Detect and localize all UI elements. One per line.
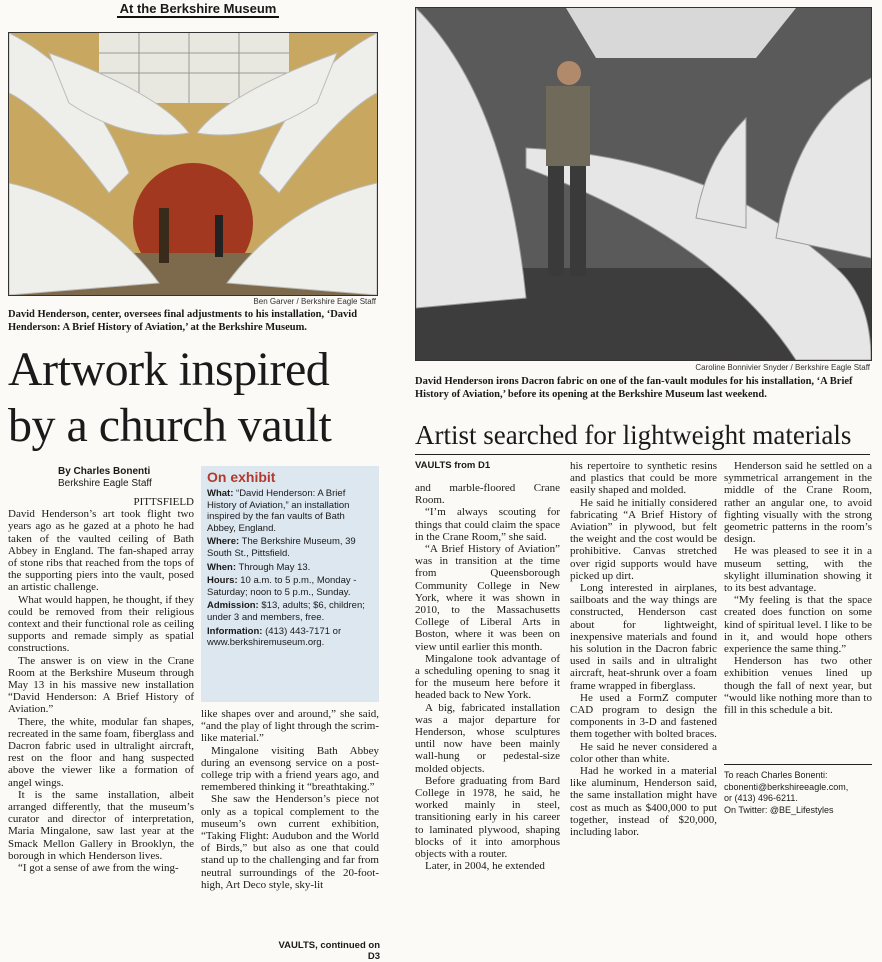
contact-phone: or (413) 496-6211.	[724, 793, 798, 803]
col3-paragraph: “I’m always scouting for things that could claim the space in the Crane Room,” she said.	[415, 506, 560, 543]
col4-paragraph: Had he worked in a material like aluminum, Henderson said, the same installation might have cost as much as $400,000 to put together, instead of $20,000, including labor.	[570, 765, 717, 839]
subhead: Artist searched for lightweight materials	[415, 420, 852, 450]
col5-paragraph: He was pleased to see it in a museum setting, with the skylight illumination showing it to its best advantage.	[724, 545, 872, 595]
col3-paragraph: A big, fabricated installation was a major departure for Henderson, whose sculptures until now have been mainly wall-hung or pedestal-size molded objects.	[415, 701, 560, 775]
exhibit-hours: Hours: 10 a.m. to 5 p.m., Monday - Saturday; noon to 5 p.m., Sunday.	[207, 575, 357, 598]
headline-line2: by a church vault	[8, 399, 332, 452]
col3-paragraph: Later, in 2004, he extended	[425, 860, 545, 873]
col5-paragraph: Henderson said he settled on a symmetrical arrangement in the middle of the Crane Room, rather an angular one, to avoid fighting visually with the strong geometric patterns in the room’s design.	[724, 460, 872, 546]
col2-paragraph: Mingalone visiting Bath Abbey during an evensong service on a post-college trip with a friend years ago, and remembered thinking it “breathtaking.”	[201, 744, 379, 794]
col4-paragraph: He said he never considered a color other than white.	[570, 740, 717, 765]
col4-paragraph: Long interested in airplanes, sailboats and the way things are constructed, Henderson cast about for lightweight, inexpensive materials and found his solution in the Dacron fabric used in sails and in ultralight aircraft, heat-shrunk over a foam frame wrapped in fiberglass.	[570, 582, 717, 692]
exhibit-admission: Admission: $13, adults; $6, children; under 3 and members, free.	[207, 600, 365, 623]
col1-paragraph: It is the same installation, albeit arranged differently, that the museum’s curator and director of interpretation, Maria Mingalone, saw last year at the Smack Mellon Gallery in Brooklyn, the borough in which Henderson lives.	[8, 788, 194, 862]
col3-paragraph: Mingalone took advantage of a scheduling opening to snag it for the museum here before it headed back to New York.	[415, 652, 560, 702]
col3-paragraph: Before graduating from Bard College in 1978, he said, he worked mainly in steel, transitioning early in his career to laminated plywood, shaping blocks of it into amorphous objects with a router.	[415, 774, 560, 861]
contact-twitter: On Twitter: @BE_Lifestyles	[724, 804, 834, 815]
section-kicker: At the Berkshire Museum	[12, 0, 384, 18]
exhibit-where: Where: The Berkshire Museum, 39 South St., Pittsfield.	[207, 536, 356, 559]
on-exhibit-box	[201, 466, 379, 702]
col1-paragraph: What would happen, he thought, if they could be removed from their religious context and their functional role as ceiling supports and remade simply as spatial constructions.	[8, 593, 194, 655]
contact-rule	[724, 764, 872, 765]
photo2-caption: David Henderson irons Dacron fabric on one of the fan-vault modules for his installation, ‘A Brief History of Aviation,’ before its opening at the Berkshire Museum last weekend.	[415, 376, 853, 400]
contact-email: cbonenti@berkshireeagle.com,	[724, 781, 849, 792]
byline-title: Berkshire Eagle Staff	[58, 478, 152, 489]
col1-paragraph: There, the white, modular fan shapes, recreated in the same foam, fiberglass and Dacron fabric used in ultralight aircraft, rest on the floor and hang suspected above the viewer like a formation of angel wings.	[8, 715, 194, 789]
column-5	[724, 460, 872, 716]
headline	[8, 342, 388, 454]
photo1-caption: David Henderson, center, oversees final adjustments to his installation, ‘David Henderson: A Brief History of Aviation,’ at the Berkshire Museum.	[8, 309, 358, 333]
contact-line: To reach Charles Bonenti:	[724, 770, 828, 780]
col4-paragraph: He used a FormZ computer CAD program to design the components in 3-D and fastened them together with bolted braces.	[570, 691, 717, 741]
col5-paragraph: “My feeling is that the space created does function on some kind of spiritual level. I like to be in it, and would hope others experience the same thing.”	[724, 594, 872, 656]
col1-paragraph: The answer is on view in the Crane Room at the Berkshire Museum through May 13 in his massive new installation “David Henderson: A Brief History of Aviation.”	[8, 654, 194, 716]
col1-paragraph: “I got a sense of awe from the wing-	[18, 862, 179, 875]
exhibit-information: Information: (413) 443-7171 or www.berkshiremuseum.org.	[207, 625, 342, 649]
col3-paragraph: “A Brief History of Aviation” was in transition at the time from Queensborough Community College in New York, where it was shown in 2010, to the Massachusetts College of Liberal Arts in Boston, where it was been on view until earlier this month.	[415, 543, 560, 653]
photo2-credit: Caroline Bonnivier Snyder / Berkshire Eagle Staff	[695, 363, 870, 372]
exhibit-what: What: “David Henderson: A Brief History of Aviation,” an installation inspired by the fan vaults of Bath Abbey, England.	[207, 488, 350, 534]
col4-paragraph: He said he initially considered fabricating “A Brief History of Aviation” in plywood, but felt the weight and the cost would be prohibitive. Canvas stretched over rigid supports would have picked up dirt.	[570, 496, 717, 582]
byline-author: By Charles Bonenti	[58, 466, 151, 477]
exhibit-when: When: Through May 13.	[207, 561, 311, 573]
byline	[58, 466, 198, 490]
photo-henderson-ironing	[415, 7, 872, 361]
column-2	[201, 708, 379, 891]
headline-line1: Artwork inspired	[8, 343, 330, 396]
dateline: PITTSFIELD	[133, 496, 194, 508]
col2-paragraph: She saw the Henderson’s piece not only as a topical complement to the museum’s own current exhibition, “Taking Flight: Audubon and the World of Birds,” but also as one that could stand up to the challenging and far from neutral surroundings of the 20-foot-high, Art Deco style, sky-lit	[201, 793, 379, 891]
col5-paragraph: Henderson has two other exhibition venues lined up though the fall of next year, but “would like nothing more than to fill in this schedule a bit.	[724, 655, 872, 717]
photo1-credit: Ben Garver / Berkshire Eagle Staff	[253, 297, 376, 306]
photo-installation-overview	[8, 32, 378, 296]
column-1	[8, 496, 194, 874]
col4-paragraph: his repertoire to synthetic resins and plastics that could be more easily shaped and molded.	[570, 460, 717, 497]
contact-box	[724, 770, 874, 816]
jump-from: VAULTS from D1	[415, 460, 491, 471]
col3-paragraph: and marble-floored Crane Room.	[415, 482, 560, 507]
column-3	[415, 482, 560, 873]
col1-paragraph: David Henderson’s art took flight two years ago as he gazed at a photo he had taken of the vaulted ceiling of Bath Abbey in England. The fan-shaped array of stone ribs that reached from the tops of the supporting piers into the vault, posed an artistic challenge.	[8, 508, 194, 594]
subhead-rule	[415, 454, 870, 455]
exhibit-title: On exhibit	[207, 469, 276, 485]
jump-continued: VAULTS, continued on D3	[278, 940, 380, 962]
column-4	[570, 460, 717, 838]
col2-paragraph: like shapes over and around,” she said, “and the play of light through the scrim-like material.”	[201, 708, 379, 745]
